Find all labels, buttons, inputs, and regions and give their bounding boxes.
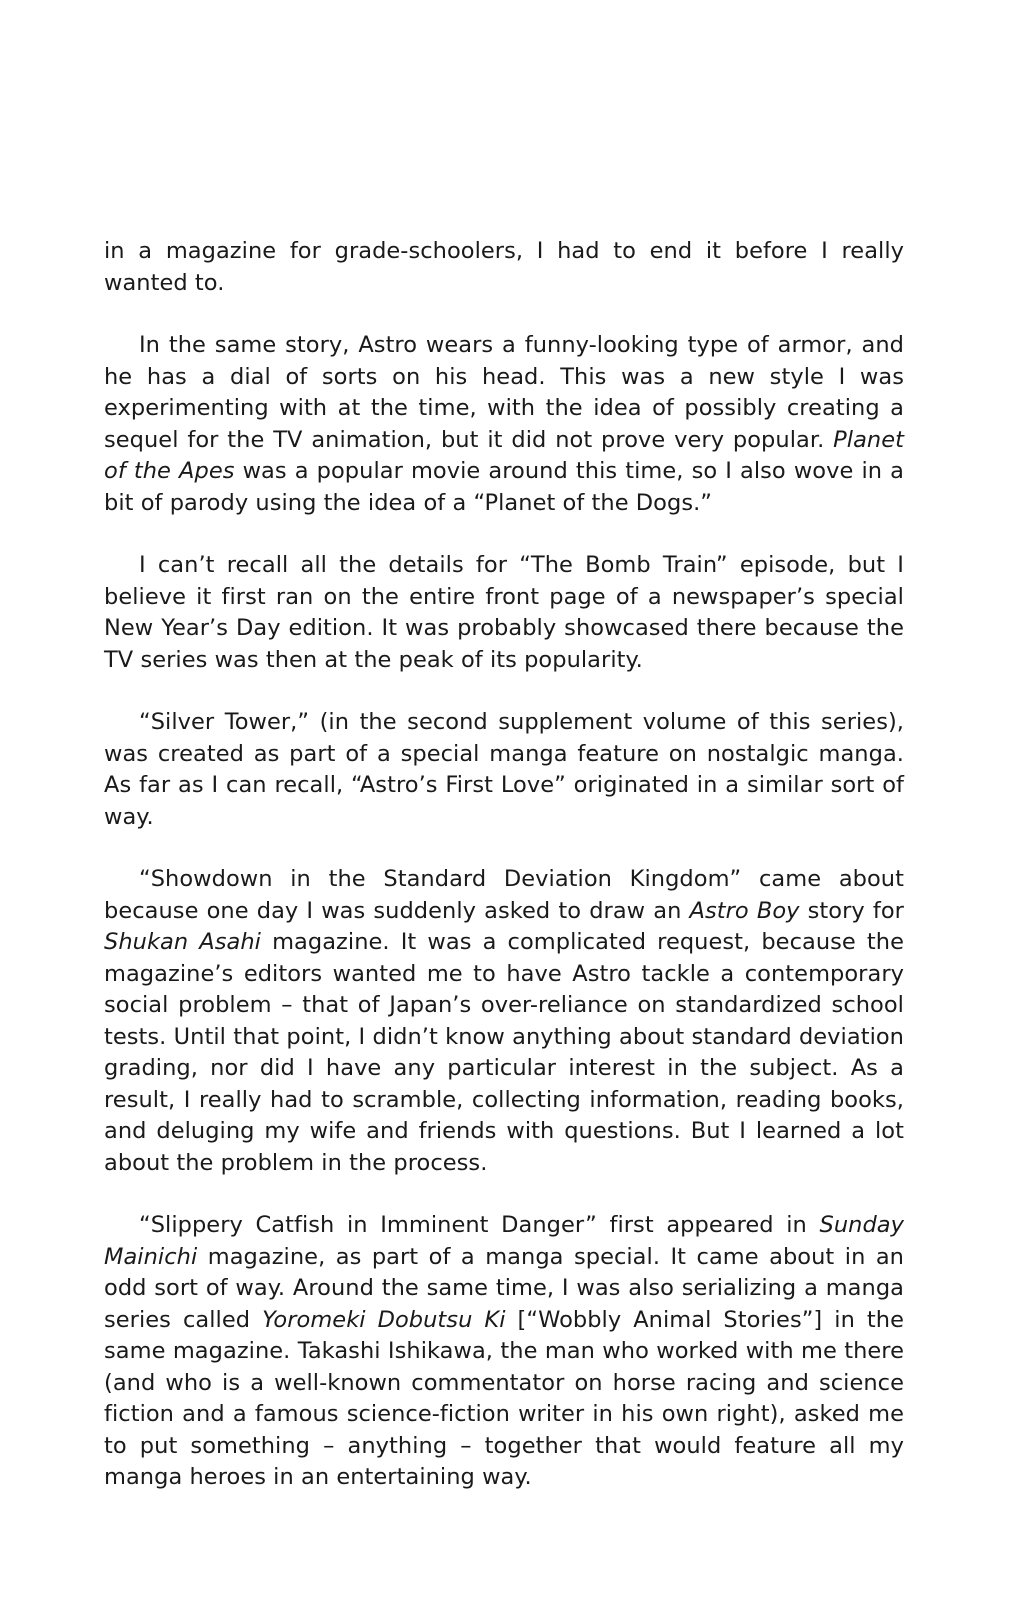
- paragraph-5: [104, 864, 904, 1179]
- text-segment: story for: [799, 897, 904, 924]
- text-segment: “Showdown in the Standard Deviation Kingdom” came about because one day I was suddenly asked to draw an: [104, 866, 904, 924]
- italic-title: Shukan Asahi: [104, 929, 261, 955]
- paragraph-1: [104, 236, 904, 299]
- paragraph-6: [104, 1210, 904, 1494]
- page-body: [104, 236, 904, 1494]
- italic-title: Astro Boy: [689, 897, 800, 924]
- text-segment: In the same story, Astro wears a funny-looking type of armor, and he has a dial of sorts on his head. This was a new style I was experimenting with at the time, with the idea of possibly creating a sequel for the TV animation, but it did not prove very popular.: [104, 332, 904, 453]
- italic-title: Planet of the Apes: [104, 426, 904, 484]
- paragraph-4: [104, 707, 904, 833]
- italic-title: Sunday Mainichi: [104, 1212, 904, 1270]
- text-segment: “Slippery Catfish in Imminent Danger” first appeared in: [139, 1212, 820, 1238]
- italic-title: Yoromeki Dobutsu Ki: [262, 1306, 506, 1333]
- paragraph-2: [104, 330, 904, 519]
- paragraph-3: [104, 550, 904, 676]
- text-segment: magazine. It was a complicated request, because the magazine’s editors wanted me to have Astro tackle a contemporary social problem – that of Japan’s over-reliance on standardized school tests. Until that point, I didn’t know anything about standard deviation grading, nor did I have any particular interest in the subject. As a result, I really had to scramble, collecting information, reading books, and deluging my wife and friends with questions. But I learned a lot about the problem in the process.: [104, 929, 904, 1176]
- text-segment: [“Wobbly Animal Stories”] in the same magazine. Takashi Ishikawa, the man who worked with me there (and who is a well-known commentator on horse racing and science fiction and a famous science-fiction writer in his own right), asked me to put something – anything – together that would feature all my manga heroes in an entertaining way.: [104, 1306, 904, 1490]
- text-segment: in a magazine for grade-schoolers, I had to end it before I really wanted to.: [104, 238, 904, 296]
- text-segment: magazine, as part of a manga special. It came about in an odd sort of way. Around the same time, I was also serializing a manga series called: [104, 1243, 904, 1333]
- text-segment: I can’t recall all the details for “The Bomb Train” episode, but I believe it first ran on the entire front page of a newspaper’s special New Year’s Day edition. It was probably showcased there because the TV series was then at the peak of its popularity.: [104, 552, 904, 673]
- text-segment: was a popular movie around this time, so I also wove in a bit of parody using the idea of a “Planet of the Dogs.”: [104, 458, 904, 516]
- text-segment: “Silver Tower,” (in the second supplement volume of this series), was created as part of a special manga feature on nostalgic manga. As far as I can recall, “Astro’s First Love” originated in a similar sort of way.: [104, 709, 904, 830]
